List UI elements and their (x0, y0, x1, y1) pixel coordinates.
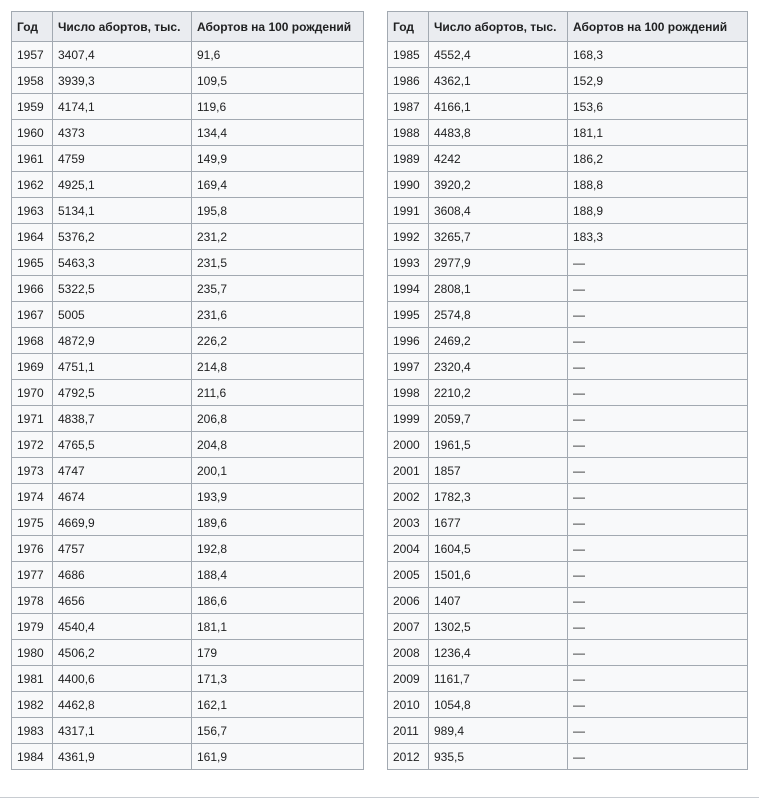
cell-abortions-count: 5134,1 (53, 198, 192, 224)
table-row (12, 224, 364, 250)
cell-abortions-count: 4759 (53, 146, 192, 172)
cell-abortions-count: 4669,9 (53, 510, 192, 536)
header-abortions-count: Число абортов, тыс. (429, 12, 568, 42)
cell-abortions-count: 1302,5 (429, 614, 568, 640)
cell-year: 2011 (388, 718, 429, 744)
cell-year: 1986 (388, 68, 429, 94)
cell-year: 2004 (388, 536, 429, 562)
cell-per-100-births: 168,3 (568, 42, 748, 68)
cell-abortions-count: 4400,6 (53, 666, 192, 692)
cell-per-100-births: — (568, 692, 748, 718)
table-row (12, 406, 364, 432)
cell-abortions-count: 4792,5 (53, 380, 192, 406)
cell-year: 1998 (388, 380, 429, 406)
cell-abortions-count: 4317,1 (53, 718, 192, 744)
cell-year: 1974 (12, 484, 53, 510)
cell-per-100-births: — (568, 666, 748, 692)
cell-year: 1959 (12, 94, 53, 120)
cell-abortions-count: 4552,4 (429, 42, 568, 68)
cell-year: 1968 (12, 328, 53, 354)
header-abortions-count: Число абортов, тыс. (53, 12, 192, 42)
table-row (12, 250, 364, 276)
cell-abortions-count: 1857 (429, 458, 568, 484)
table-row (388, 380, 748, 406)
cell-per-100-births: 188,4 (192, 562, 364, 588)
cell-abortions-count: 4765,5 (53, 432, 192, 458)
cell-year: 1999 (388, 406, 429, 432)
table-row (388, 588, 748, 614)
cell-abortions-count: 4656 (53, 588, 192, 614)
cell-abortions-count: 5463,3 (53, 250, 192, 276)
cell-abortions-count: 4373 (53, 120, 192, 146)
cell-per-100-births: 204,8 (192, 432, 364, 458)
cell-per-100-births: — (568, 250, 748, 276)
cell-year: 1988 (388, 120, 429, 146)
cell-per-100-births: 134,4 (192, 120, 364, 146)
table-row (12, 146, 364, 172)
cell-year: 2000 (388, 432, 429, 458)
table-row (388, 666, 748, 692)
cell-year: 2008 (388, 640, 429, 666)
table-row (388, 276, 748, 302)
cell-year: 1987 (388, 94, 429, 120)
abortion-table-left (11, 11, 364, 770)
cell-per-100-births: 149,9 (192, 146, 364, 172)
table-row (388, 562, 748, 588)
cell-abortions-count: 4361,9 (53, 744, 192, 770)
cell-per-100-births: — (568, 276, 748, 302)
cell-per-100-births: — (568, 380, 748, 406)
table-row (12, 302, 364, 328)
cell-abortions-count: 2320,4 (429, 354, 568, 380)
table-row (12, 614, 364, 640)
header-abortions-per-100-births: Абортов на 100 рождений (568, 12, 748, 42)
cell-per-100-births: 192,8 (192, 536, 364, 562)
cell-abortions-count: 4838,7 (53, 406, 192, 432)
cell-per-100-births: 162,1 (192, 692, 364, 718)
table-row (12, 458, 364, 484)
table-row (12, 432, 364, 458)
cell-year: 2007 (388, 614, 429, 640)
cell-year: 1966 (12, 276, 53, 302)
cell-year: 1993 (388, 250, 429, 276)
cell-year: 1971 (12, 406, 53, 432)
cell-year: 1961 (12, 146, 53, 172)
cell-abortions-count: 1677 (429, 510, 568, 536)
cell-abortions-count: 3939,3 (53, 68, 192, 94)
table-row (12, 94, 364, 120)
cell-abortions-count: 3608,4 (429, 198, 568, 224)
table-row (12, 42, 364, 68)
table-row (388, 198, 748, 224)
cell-per-100-births: 188,8 (568, 172, 748, 198)
cell-abortions-count: 2977,9 (429, 250, 568, 276)
table-row (12, 588, 364, 614)
cell-year: 1975 (12, 510, 53, 536)
table-row (388, 718, 748, 744)
cell-year: 2005 (388, 562, 429, 588)
table-row (12, 120, 364, 146)
table-row (12, 692, 364, 718)
table-row (12, 666, 364, 692)
cell-year: 1962 (12, 172, 53, 198)
cell-year: 2002 (388, 484, 429, 510)
cell-per-100-births: 169,4 (192, 172, 364, 198)
cell-per-100-births: — (568, 536, 748, 562)
cell-per-100-births: — (568, 614, 748, 640)
cell-per-100-births: — (568, 588, 748, 614)
cell-year: 1958 (12, 68, 53, 94)
cell-per-100-births: 171,3 (192, 666, 364, 692)
cell-year: 1973 (12, 458, 53, 484)
table-row (12, 744, 364, 770)
table-row (388, 640, 748, 666)
cell-year: 1981 (12, 666, 53, 692)
abortion-table-right (387, 11, 748, 770)
table-row (388, 250, 748, 276)
cell-abortions-count: 4540,4 (53, 614, 192, 640)
cell-year: 1957 (12, 42, 53, 68)
cell-abortions-count: 1407 (429, 588, 568, 614)
cell-per-100-births: 189,6 (192, 510, 364, 536)
cell-year: 1983 (12, 718, 53, 744)
cell-year: 2006 (388, 588, 429, 614)
cell-per-100-births: 231,6 (192, 302, 364, 328)
header-year: Год (388, 12, 429, 42)
table-row (388, 744, 748, 770)
cell-per-100-births: 161,9 (192, 744, 364, 770)
cell-abortions-count: 4757 (53, 536, 192, 562)
table-row (388, 458, 748, 484)
table-row (388, 68, 748, 94)
cell-abortions-count: 2469,2 (429, 328, 568, 354)
table-row (388, 614, 748, 640)
cell-abortions-count: 1236,4 (429, 640, 568, 666)
table-row (388, 406, 748, 432)
cell-year: 2010 (388, 692, 429, 718)
table-row (12, 68, 364, 94)
cell-per-100-births: 226,2 (192, 328, 364, 354)
cell-per-100-births: 214,8 (192, 354, 364, 380)
cell-year: 1972 (12, 432, 53, 458)
cell-year: 2003 (388, 510, 429, 536)
table-row (388, 354, 748, 380)
cell-per-100-births: 91,6 (192, 42, 364, 68)
table-row (388, 42, 748, 68)
cell-year: 1982 (12, 692, 53, 718)
table-row (12, 640, 364, 666)
cell-year: 1979 (12, 614, 53, 640)
cell-abortions-count: 2059,7 (429, 406, 568, 432)
cell-year: 1970 (12, 380, 53, 406)
table-row (12, 536, 364, 562)
cell-per-100-births: 206,8 (192, 406, 364, 432)
cell-year: 1995 (388, 302, 429, 328)
table-row (388, 692, 748, 718)
cell-per-100-births: 153,6 (568, 94, 748, 120)
cell-abortions-count: 4166,1 (429, 94, 568, 120)
table-row (388, 224, 748, 250)
cell-per-100-births: — (568, 744, 748, 770)
table-row (388, 302, 748, 328)
cell-abortions-count: 4483,8 (429, 120, 568, 146)
cell-abortions-count: 4506,2 (53, 640, 192, 666)
cell-per-100-births: 179 (192, 640, 364, 666)
cell-abortions-count: 3920,2 (429, 172, 568, 198)
cell-abortions-count: 935,5 (429, 744, 568, 770)
cell-abortions-count: 4925,1 (53, 172, 192, 198)
cell-per-100-births: 235,7 (192, 276, 364, 302)
table-row (388, 172, 748, 198)
cell-per-100-births: — (568, 406, 748, 432)
cell-abortions-count: 4674 (53, 484, 192, 510)
cell-per-100-births: — (568, 432, 748, 458)
cell-abortions-count: 1782,3 (429, 484, 568, 510)
cell-abortions-count: 4751,1 (53, 354, 192, 380)
cell-abortions-count: 989,4 (429, 718, 568, 744)
header-year: Год (12, 12, 53, 42)
table-row (388, 94, 748, 120)
cell-per-100-births: 186,2 (568, 146, 748, 172)
cell-abortions-count: 1054,8 (429, 692, 568, 718)
cell-per-100-births: — (568, 640, 748, 666)
cell-abortions-count: 5005 (53, 302, 192, 328)
cell-abortions-count: 4462,8 (53, 692, 192, 718)
cell-abortions-count: 3265,7 (429, 224, 568, 250)
cell-year: 1984 (12, 744, 53, 770)
cell-per-100-births: — (568, 458, 748, 484)
cell-year: 1994 (388, 276, 429, 302)
cell-year: 1990 (388, 172, 429, 198)
cell-year: 1963 (12, 198, 53, 224)
cell-year: 1992 (388, 224, 429, 250)
header-abortions-per-100-births: Абортов на 100 рождений (192, 12, 364, 42)
cell-per-100-births: 195,8 (192, 198, 364, 224)
table-row (388, 536, 748, 562)
table-row (12, 380, 364, 406)
bottom-divider (0, 797, 759, 798)
cell-per-100-births: — (568, 354, 748, 380)
table-row (12, 172, 364, 198)
cell-abortions-count: 2808,1 (429, 276, 568, 302)
cell-year: 1991 (388, 198, 429, 224)
table-row (12, 562, 364, 588)
table-row (12, 354, 364, 380)
cell-abortions-count: 4242 (429, 146, 568, 172)
cell-year: 1967 (12, 302, 53, 328)
table-row (388, 510, 748, 536)
table-row (388, 328, 748, 354)
cell-per-100-births: 211,6 (192, 380, 364, 406)
cell-per-100-births: 186,6 (192, 588, 364, 614)
cell-year: 2009 (388, 666, 429, 692)
cell-per-100-births: 109,5 (192, 68, 364, 94)
cell-year: 2001 (388, 458, 429, 484)
cell-year: 1996 (388, 328, 429, 354)
cell-per-100-births: — (568, 510, 748, 536)
cell-per-100-births: 193,9 (192, 484, 364, 510)
table-row (12, 484, 364, 510)
cell-per-100-births: 152,9 (568, 68, 748, 94)
cell-per-100-births: 181,1 (568, 120, 748, 146)
table-row (12, 328, 364, 354)
cell-per-100-births: 231,5 (192, 250, 364, 276)
cell-year: 1977 (12, 562, 53, 588)
cell-abortions-count: 4174,1 (53, 94, 192, 120)
cell-abortions-count: 3407,4 (53, 42, 192, 68)
cell-per-100-births: 188,9 (568, 198, 748, 224)
table-row (388, 120, 748, 146)
cell-per-100-births: — (568, 562, 748, 588)
cell-abortions-count: 5376,2 (53, 224, 192, 250)
cell-per-100-births: — (568, 328, 748, 354)
cell-year: 1960 (12, 120, 53, 146)
table-row (12, 510, 364, 536)
table-row (12, 276, 364, 302)
cell-per-100-births: 183,3 (568, 224, 748, 250)
table-row (388, 146, 748, 172)
cell-per-100-births: — (568, 484, 748, 510)
cell-year: 1989 (388, 146, 429, 172)
cell-year: 1997 (388, 354, 429, 380)
cell-year: 2012 (388, 744, 429, 770)
cell-abortions-count: 2574,8 (429, 302, 568, 328)
cell-year: 1969 (12, 354, 53, 380)
table-row (388, 484, 748, 510)
cell-per-100-births: 119,6 (192, 94, 364, 120)
cell-per-100-births: — (568, 302, 748, 328)
cell-abortions-count: 2210,2 (429, 380, 568, 406)
header-row (12, 12, 364, 42)
cell-abortions-count: 1161,7 (429, 666, 568, 692)
cell-abortions-count: 4686 (53, 562, 192, 588)
cell-year: 1980 (12, 640, 53, 666)
cell-per-100-births: 181,1 (192, 614, 364, 640)
cell-abortions-count: 1501,6 (429, 562, 568, 588)
cell-year: 1976 (12, 536, 53, 562)
cell-abortions-count: 1604,5 (429, 536, 568, 562)
cell-per-100-births: 200,1 (192, 458, 364, 484)
cell-abortions-count: 5322,5 (53, 276, 192, 302)
cell-year: 1964 (12, 224, 53, 250)
cell-per-100-births: 231,2 (192, 224, 364, 250)
table-row (12, 718, 364, 744)
cell-abortions-count: 4872,9 (53, 328, 192, 354)
cell-year: 1965 (12, 250, 53, 276)
cell-per-100-births: — (568, 718, 748, 744)
cell-abortions-count: 4362,1 (429, 68, 568, 94)
header-row (388, 12, 748, 42)
cell-abortions-count: 1961,5 (429, 432, 568, 458)
cell-abortions-count: 4747 (53, 458, 192, 484)
table-row (388, 432, 748, 458)
table-row (12, 198, 364, 224)
cell-per-100-births: 156,7 (192, 718, 364, 744)
cell-year: 1978 (12, 588, 53, 614)
cell-year: 1985 (388, 42, 429, 68)
